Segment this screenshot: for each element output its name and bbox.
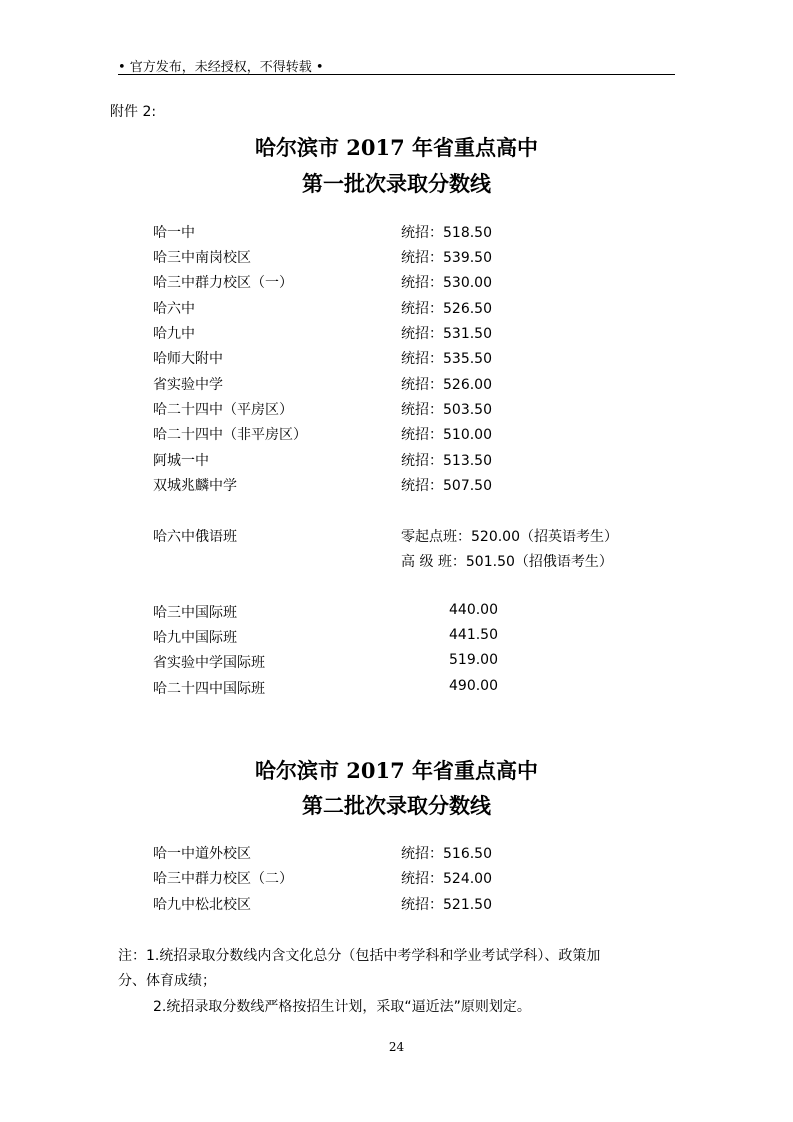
school-name: 哈一中道外校区 [153, 846, 251, 862]
school-score: 统招：524.00 [401, 871, 492, 887]
school-name: 阿城一中 [153, 453, 209, 469]
page-number: 24 [388, 1040, 405, 1054]
school-name: 哈师大附中 [153, 351, 223, 367]
class-score: 441.50 [449, 627, 498, 643]
international-row [0, 678, 793, 700]
international-row [0, 602, 793, 624]
section1-title-line1: 哈尔滨市 2017 年省重点高中 [254, 135, 539, 160]
score-row [0, 450, 793, 472]
school-score: 统招：518.50 [401, 225, 492, 241]
school-name: 哈三中南岗校区 [153, 250, 251, 266]
score-row [0, 222, 793, 244]
section1-title-line2: 第一批次录取分数线 [302, 171, 491, 196]
international-row [0, 652, 793, 674]
school-name: 哈三中群力校区（一） [153, 275, 293, 291]
school-score: 统招：503.50 [401, 402, 492, 418]
score-row [0, 894, 793, 916]
score-row [0, 247, 793, 269]
header-rule [118, 74, 675, 75]
school-score: 统招：539.50 [401, 250, 492, 266]
russian-class-line1: 零起点班：520.00（招英语考生） [401, 529, 618, 545]
score-row [0, 399, 793, 421]
school-score: 统招：535.50 [401, 351, 492, 367]
class-name: 省实验中学国际班 [153, 655, 265, 671]
school-score: 统招：521.50 [401, 897, 492, 913]
header-notice: • 官方发布，未经授权，不得转载 • [118, 60, 324, 75]
school-name: 哈二十四中（平房区） [153, 402, 293, 418]
school-score: 统招：513.50 [401, 453, 492, 469]
international-row [0, 627, 793, 649]
score-row [0, 374, 793, 396]
school-name: 哈一中 [153, 225, 195, 241]
score-row [0, 323, 793, 345]
school-score: 统招：531.50 [401, 326, 492, 342]
school-name: 双城兆麟中学 [153, 478, 237, 494]
note-line-2: 分、体育成绩； [118, 973, 216, 989]
score-row [0, 424, 793, 446]
school-score: 统招：530.00 [401, 275, 492, 291]
class-score: 440.00 [449, 602, 498, 618]
russian-class-name: 哈六中俄语班 [153, 529, 237, 545]
school-score: 统招：510.00 [401, 427, 492, 443]
school-name: 哈二十四中（非平房区） [153, 427, 307, 443]
school-name: 省实验中学 [153, 377, 223, 393]
school-name: 哈三中群力校区（二） [153, 871, 293, 887]
school-score: 统招：507.50 [401, 478, 492, 494]
class-name: 哈二十四中国际班 [153, 681, 265, 697]
school-score: 统招：516.50 [401, 846, 492, 862]
section2-title-line2: 第二批次录取分数线 [302, 793, 491, 818]
attachment-label: 附件 2: [110, 104, 157, 120]
class-name: 哈三中国际班 [153, 605, 237, 621]
class-name: 哈九中国际班 [153, 630, 237, 646]
score-row [0, 348, 793, 370]
score-row [0, 272, 793, 294]
score-row [0, 298, 793, 320]
note-line-1: 注：1.统招录取分数线内含文化总分（包括中考学科和学业考试学科）、政策加 [118, 948, 601, 964]
section2-title-line1: 哈尔滨市 2017 年省重点高中 [254, 758, 539, 783]
school-name: 哈九中 [153, 326, 195, 342]
school-name: 哈六中 [153, 301, 195, 317]
score-row [0, 868, 793, 890]
score-row [0, 843, 793, 865]
score-row [0, 475, 793, 497]
note-line-3: 2.统招录取分数线严格按招生计划，采取“逼近法”原则划定。 [153, 999, 531, 1015]
school-score: 统招：526.50 [401, 301, 492, 317]
russian-class-line2: 高 级 班：501.50（招俄语考生） [401, 554, 613, 570]
school-score: 统招：526.00 [401, 377, 492, 393]
class-score: 519.00 [449, 652, 498, 668]
school-name: 哈九中松北校区 [153, 897, 251, 913]
class-score: 490.00 [449, 678, 498, 694]
